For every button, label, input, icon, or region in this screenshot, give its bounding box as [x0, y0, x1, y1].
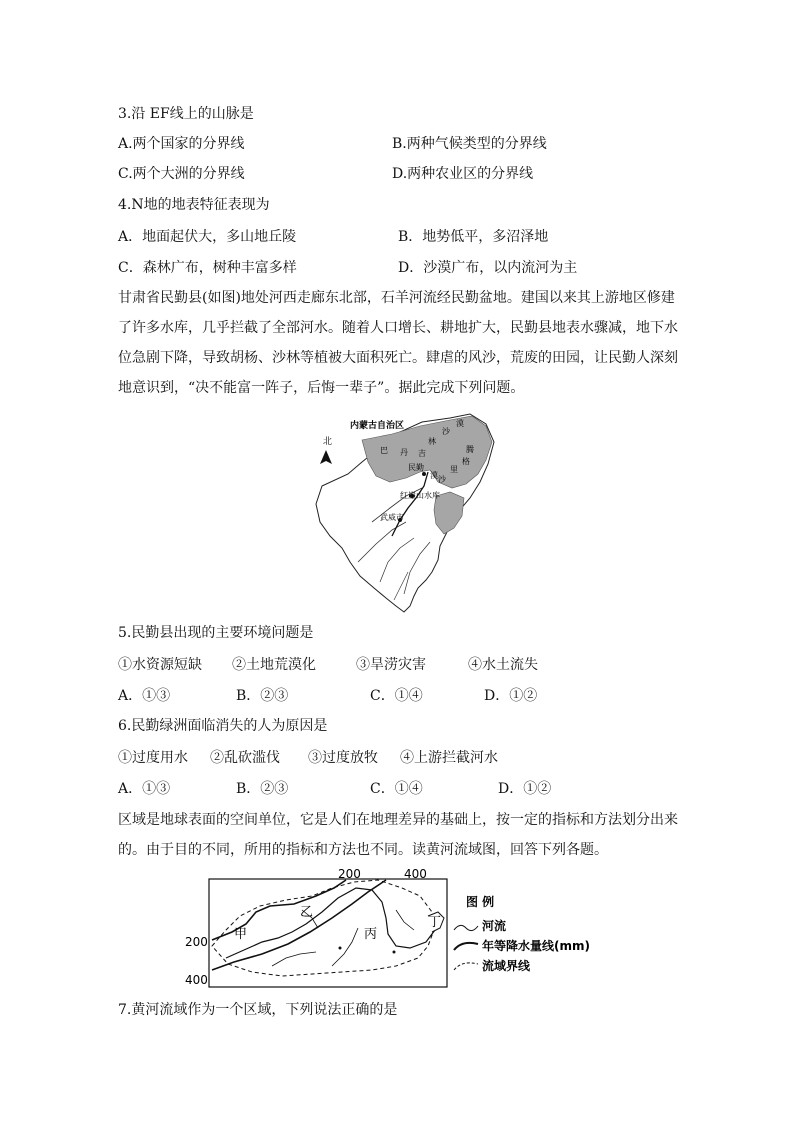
q5-stem: 5.民勤县出现的主要环境问题是 [118, 625, 314, 641]
isohyet-label-top-200: 200 [338, 867, 361, 881]
hongyashan-reservoir-label: 红崖山水库 [400, 491, 440, 500]
legend-river-label: 河流 [482, 919, 507, 933]
q5-option-c: C．①④ [370, 688, 423, 704]
q4-option-b: B．地势低平，多沼泽地 [398, 229, 549, 245]
place-bing: 丙 [364, 927, 378, 942]
passage-region: 区域是地球表面的空间单位，它是人们在地理差异的基础上，按一定的指标和方法划分出来的。由于目的不同，所用的指标和方法也不同。读黄河流域图，回答下列各题。 [118, 812, 678, 858]
q6-item-1: ①过度用水 [118, 750, 188, 766]
q4-option-a: A．地面起伏大，多山地丘陵 [118, 229, 297, 245]
q3-option-a: A.两个国家的分界线 [118, 136, 245, 152]
q4-stem: 4.N地的地表特征表现为 [118, 197, 270, 213]
q6-item-3: ③过度放牧 [308, 750, 378, 766]
q4-option-c: C．森林广布，树种丰富多样 [118, 260, 297, 276]
yellow-river-basin-map [182, 866, 612, 992]
q5-item-1: ①水资源短缺 [118, 657, 202, 673]
desert1-char-3: 吉 [418, 449, 426, 458]
legend-isohyet-label: 年等降水量线(mm) [482, 939, 590, 953]
q6-stem: 6.民勤绿洲面临消失的人为原因是 [118, 718, 328, 734]
desert1-char-1: 巴 [380, 446, 388, 455]
q6-item-4: ④上游拦截河水 [400, 750, 498, 766]
legend-boundary-symbol [454, 963, 478, 970]
q3-option-c: C.两个大洲的分界线 [118, 166, 245, 182]
isohyet-label-left-400: 400 [185, 973, 208, 987]
q3-option-d: D.两种农业区的分界线 [392, 166, 534, 182]
q6-option-d: D．①② [498, 781, 552, 797]
q5-item-2: ②土地荒漠化 [232, 657, 316, 673]
q5-item-3: ③旱涝灾害 [356, 657, 426, 673]
north-label: 北 [323, 437, 333, 447]
desert2-char-5: 漠 [430, 471, 438, 480]
q5-option-d: D．①② [484, 688, 538, 704]
desert1-char-6: 漠 [456, 419, 464, 428]
q5-option-a: A．①③ [118, 688, 171, 704]
wuwei-city-label: 武威市 [380, 513, 404, 522]
q6-option-a: A．①③ [118, 781, 171, 797]
desert2-char-4: 沙 [438, 475, 446, 484]
q6-option-b: B．②③ [236, 781, 289, 797]
isohyet-label-top-400: 400 [404, 867, 427, 881]
place-ding: 丁 [428, 915, 442, 930]
desert1-char-4: 林 [428, 437, 436, 446]
q6-item-2: ②乱砍滥伐 [210, 750, 280, 766]
passage-minqin: 甘肃省民勤县(如图)地处河西走廊东北部，石羊河流经民勤盆地。建国以来其上游地区修建了许多水库，几乎拦截了全部河水。随着人口增长、耕地扩大，民勤县地表水骤减，地下水位急剧下降，导致胡杨、沙林等植被大面积死亡。肆虐的风沙，荒废的田园，让民勤人深刻地意识到，“决不能富一阵子，后悔一辈子”。据此完成下列问题。 [118, 290, 678, 396]
q7-stem: 7.黄河流域作为一个区域，下列说法正确的是 [118, 1002, 398, 1018]
q5-item-4: ④水土流失 [468, 657, 538, 673]
q3-stem: 3.沿 EF线上的山脉是 [118, 106, 254, 122]
desert1-char-5: 沙 [442, 427, 450, 436]
q4-option-d: D．沙漠广布，以内流河为主 [398, 260, 578, 276]
minqin-map [310, 412, 500, 614]
legend-river-symbol [454, 925, 478, 930]
north-arrow-icon [320, 435, 332, 464]
isohyet-label-left-200: 200 [185, 935, 208, 949]
desert2-char-2: 格 [462, 457, 470, 466]
q3-option-b: B.两种气候类型的分界线 [392, 136, 547, 152]
q6-option-c: C．①④ [370, 781, 423, 797]
desert1-char-2: 丹 [400, 448, 408, 457]
minqin-county-label: 民勤 [408, 463, 424, 472]
q5-option-b: B．②③ [236, 688, 289, 704]
desert2-char-1: 腾 [466, 445, 474, 454]
desert2-char-3: 里 [450, 465, 458, 474]
minqin-county-point [422, 472, 426, 476]
inner-mongolia-label: 内蒙古自治区 [350, 421, 405, 431]
legend-title: 图 例 [466, 895, 495, 909]
legend-boundary-label: 流域界线 [482, 959, 531, 973]
legend-isohyet-symbol [454, 943, 478, 950]
place-jia: 甲 [234, 927, 248, 942]
place-yi: 乙 [300, 905, 314, 920]
